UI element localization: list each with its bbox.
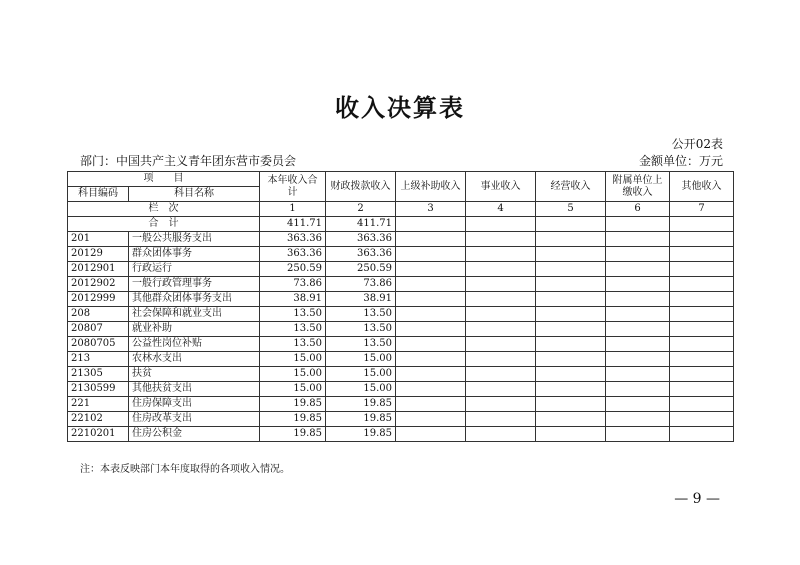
empty-cell — [536, 307, 606, 322]
row-code: 201 — [68, 232, 129, 247]
empty-cell — [670, 277, 734, 292]
total-amount: 411.71 — [260, 217, 326, 232]
table-row — [68, 307, 734, 322]
header-col-other: 其他收入 — [670, 172, 734, 202]
empty-cell — [606, 382, 670, 397]
total-label: 合 计 — [68, 217, 260, 232]
row-fiscal: 73.86 — [326, 277, 396, 292]
row-name: 农林水支出 — [129, 352, 260, 367]
page-title: 收入决算表 — [335, 93, 465, 122]
table-row — [68, 382, 734, 397]
department-label: 部门：中国共产主义青年团东营市委员会 — [80, 154, 297, 168]
row-fiscal: 250.59 — [326, 262, 396, 277]
empty-cell — [670, 337, 734, 352]
table-row — [68, 427, 734, 442]
empty-cell — [670, 322, 734, 337]
empty-cell — [536, 262, 606, 277]
row-code: 20807 — [68, 322, 129, 337]
empty-cell — [536, 382, 606, 397]
empty-cell — [396, 277, 466, 292]
header-col-fiscal: 财政拨款收入 — [326, 172, 396, 202]
empty-cell — [670, 292, 734, 307]
row-name: 其他群众团体事务支出 — [129, 292, 260, 307]
empty-cell — [536, 412, 606, 427]
row-name: 住房改革支出 — [129, 412, 260, 427]
empty-cell — [536, 397, 606, 412]
empty-cell — [396, 382, 466, 397]
empty-cell — [396, 232, 466, 247]
empty-cell — [606, 277, 670, 292]
empty-cell — [536, 337, 606, 352]
row-code: 22102 — [68, 412, 129, 427]
header-col-total: 本年收入合计 — [260, 172, 326, 202]
row-code: 2012999 — [68, 292, 129, 307]
row-total: 13.50 — [260, 337, 326, 352]
empty-cell — [396, 367, 466, 382]
header-item: 项 目 — [68, 172, 260, 187]
empty-cell — [466, 367, 536, 382]
data-rows — [68, 232, 734, 442]
empty-cell — [670, 427, 734, 442]
page-number: — 9 — — [674, 491, 720, 507]
table-row — [68, 337, 734, 352]
empty-cell — [466, 322, 536, 337]
empty-cell — [466, 247, 536, 262]
empty-cell — [606, 397, 670, 412]
empty-cell — [466, 412, 536, 427]
table-row — [68, 277, 734, 292]
row-name: 住房保障支出 — [129, 397, 260, 412]
empty-cell — [396, 322, 466, 337]
empty-cell — [536, 232, 606, 247]
row-fiscal: 15.00 — [326, 382, 396, 397]
empty-cell — [606, 412, 670, 427]
empty-cell — [670, 352, 734, 367]
empty-cell — [466, 427, 536, 442]
empty-cell — [606, 262, 670, 277]
empty-cell — [536, 367, 606, 382]
table-row — [68, 352, 734, 367]
row-code: 2012902 — [68, 277, 129, 292]
empty-cell — [466, 307, 536, 322]
row-total: 13.50 — [260, 307, 326, 322]
empty-cell — [466, 292, 536, 307]
total-row — [68, 217, 734, 232]
index-label: 栏 次 — [68, 202, 260, 217]
row-code: 2210201 — [68, 427, 129, 442]
empty-cell — [670, 307, 734, 322]
empty-cell — [396, 412, 466, 427]
empty-cell — [466, 397, 536, 412]
empty-cell — [396, 307, 466, 322]
empty-cell — [466, 352, 536, 367]
index-4: 4 — [466, 202, 536, 217]
row-fiscal: 13.50 — [326, 337, 396, 352]
row-total: 15.00 — [260, 382, 326, 397]
row-fiscal: 15.00 — [326, 352, 396, 367]
row-name: 公益性岗位补贴 — [129, 337, 260, 352]
header-col-operation: 经营收入 — [536, 172, 606, 202]
empty-cell — [396, 292, 466, 307]
row-name: 住房公积金 — [129, 427, 260, 442]
header-name: 科目名称 — [129, 187, 260, 202]
row-code: 2130599 — [68, 382, 129, 397]
empty-cell — [396, 247, 466, 262]
row-fiscal: 19.85 — [326, 427, 396, 442]
row-code: 21305 — [68, 367, 129, 382]
empty-cell — [606, 322, 670, 337]
empty-cell — [606, 367, 670, 382]
row-name: 扶贫 — [129, 367, 260, 382]
empty-cell — [670, 262, 734, 277]
table-row — [68, 397, 734, 412]
row-total: 15.00 — [260, 367, 326, 382]
index-3: 3 — [396, 202, 466, 217]
row-code: 20129 — [68, 247, 129, 262]
row-total: 73.86 — [260, 277, 326, 292]
row-name: 一般行政管理事务 — [129, 277, 260, 292]
empty-cell — [466, 382, 536, 397]
row-fiscal: 363.36 — [326, 232, 396, 247]
empty-cell — [466, 262, 536, 277]
empty-cell — [466, 337, 536, 352]
table-note: 注：本表反映部门本年度取得的各项收入情况。 — [80, 464, 290, 475]
header-row-1 — [68, 172, 734, 187]
row-fiscal: 19.85 — [326, 397, 396, 412]
table-row — [68, 322, 734, 337]
empty-cell — [396, 337, 466, 352]
row-total: 38.91 — [260, 292, 326, 307]
empty-cell — [670, 382, 734, 397]
empty-cell — [670, 232, 734, 247]
index-row — [68, 202, 734, 217]
row-fiscal: 38.91 — [326, 292, 396, 307]
table-row — [68, 412, 734, 427]
empty-cell — [536, 277, 606, 292]
empty-cell — [396, 352, 466, 367]
row-total: 19.85 — [260, 427, 326, 442]
empty-cell — [606, 292, 670, 307]
income-table — [67, 171, 734, 442]
row-code: 208 — [68, 307, 129, 322]
row-fiscal: 13.50 — [326, 307, 396, 322]
table-row — [68, 367, 734, 382]
header-col-affiliated: 附属单位上缴收入 — [606, 172, 670, 202]
total-fiscal: 411.71 — [326, 217, 396, 232]
row-total: 363.36 — [260, 247, 326, 262]
row-name: 一般公共服务支出 — [129, 232, 260, 247]
empty-cell — [606, 307, 670, 322]
index-2: 2 — [326, 202, 396, 217]
row-total: 19.85 — [260, 412, 326, 427]
index-5: 5 — [536, 202, 606, 217]
row-code: 221 — [68, 397, 129, 412]
index-6: 6 — [606, 202, 670, 217]
empty-cell — [670, 367, 734, 382]
empty-cell — [670, 397, 734, 412]
empty-cell — [670, 412, 734, 427]
empty-cell — [536, 352, 606, 367]
row-code: 213 — [68, 352, 129, 367]
empty-cell — [606, 427, 670, 442]
row-fiscal: 13.50 — [326, 322, 396, 337]
row-total: 13.50 — [260, 322, 326, 337]
row-code: 2080705 — [68, 337, 129, 352]
row-total: 363.36 — [260, 232, 326, 247]
row-code: 2012901 — [68, 262, 129, 277]
table-row — [68, 262, 734, 277]
empty-cell — [606, 337, 670, 352]
empty-cell — [396, 427, 466, 442]
empty-cell — [396, 397, 466, 412]
empty-cell — [536, 322, 606, 337]
row-name: 其他扶贫支出 — [129, 382, 260, 397]
row-fiscal: 19.85 — [326, 412, 396, 427]
unit-label: 金额单位：万元 — [638, 154, 723, 168]
empty-cell — [536, 427, 606, 442]
empty-cell — [606, 232, 670, 247]
empty-cell — [536, 292, 606, 307]
row-name: 行政运行 — [129, 262, 260, 277]
empty-cell — [396, 262, 466, 277]
row-total: 250.59 — [260, 262, 326, 277]
row-name: 群众团体事务 — [129, 247, 260, 262]
empty-cell — [606, 247, 670, 262]
row-total: 15.00 — [260, 352, 326, 367]
index-7: 7 — [670, 202, 734, 217]
table-row — [68, 232, 734, 247]
header-code: 科目编码 — [68, 187, 129, 202]
table-row — [68, 292, 734, 307]
header-col-superior: 上级补助收入 — [396, 172, 466, 202]
empty-cell — [606, 352, 670, 367]
row-total: 19.85 — [260, 397, 326, 412]
empty-cell — [536, 247, 606, 262]
empty-cell — [670, 247, 734, 262]
table-row — [68, 247, 734, 262]
empty-cell — [466, 232, 536, 247]
row-fiscal: 15.00 — [326, 367, 396, 382]
row-name: 社会保障和就业支出 — [129, 307, 260, 322]
index-1: 1 — [260, 202, 326, 217]
empty-cell — [466, 277, 536, 292]
row-name: 就业补助 — [129, 322, 260, 337]
row-fiscal: 363.36 — [326, 247, 396, 262]
form-number: 公开02表 — [671, 137, 723, 151]
header-col-business: 事业收入 — [466, 172, 536, 202]
